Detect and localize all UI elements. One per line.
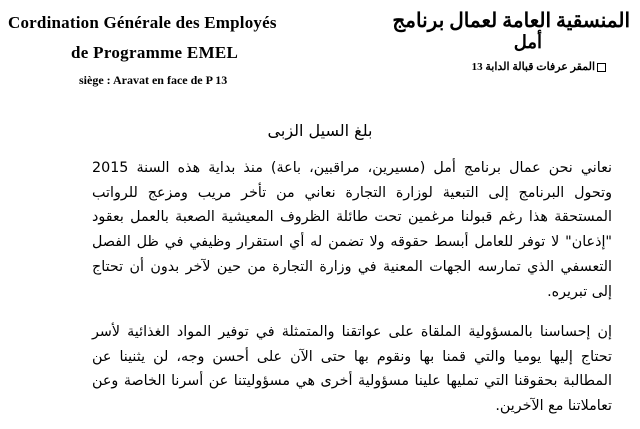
address-fr: siège : Aravat en face de P 13 bbox=[79, 73, 228, 87]
checkbox-glyph-icon bbox=[597, 63, 606, 72]
program-name-fr: de Programme EMEL bbox=[71, 43, 239, 62]
address-ar bbox=[472, 60, 606, 73]
document-title: بلغ السيل الزبى bbox=[267, 121, 373, 140]
body-paragraph-1: نعاني نحن عمال برنامج أمل (مسيرين، مراقبين، باعة) منذ بداية هذه السنة 2015 وتحول البرنامج إلى التبعية لوزارة التجارة نعاني من تأخر مريب ومزعج للرواتب المستحقة هذا رغم قبولنا مرغمين تحت طائلة الظروف المعيشية الصعبة بالعمل بعقود "إذعان" لا توفر للعامل أبسط حقوقه ولا تضمن له أي استقرار وظيفي في ظل الفصل التعسفي الذي تمارسه الجهات المعنية في وزارة التجارة من حين لآخر بدون أن تحتاج إلى تبريره. bbox=[92, 160, 612, 300]
organization-name-fr: Cordination Générale des Employés bbox=[8, 13, 277, 32]
address-ar-text: المقر عرفات قبالة الدابة 13 bbox=[471, 61, 595, 73]
program-name-ar: أمل bbox=[513, 32, 542, 52]
organization-name-ar: المنسقية العامة لعمال برنامج bbox=[392, 10, 630, 32]
body-paragraph-2: إن إحساسنا بالمسؤولية الملقاة على عواتقنا والمتمثلة في توفير المواد الغذائية لأسر تحتاج إليها يوميا والتي قمنا بها ونقوم بها حتى الآن على أحسن وجه، لن يثنينا عن المطالبة بحقوقنا التي تمليها علينا مسؤولية أخرى هي مسؤوليتنا عن أسرنا الخاصة وعن تعاملاتنا مع الآخرين. bbox=[92, 324, 612, 415]
